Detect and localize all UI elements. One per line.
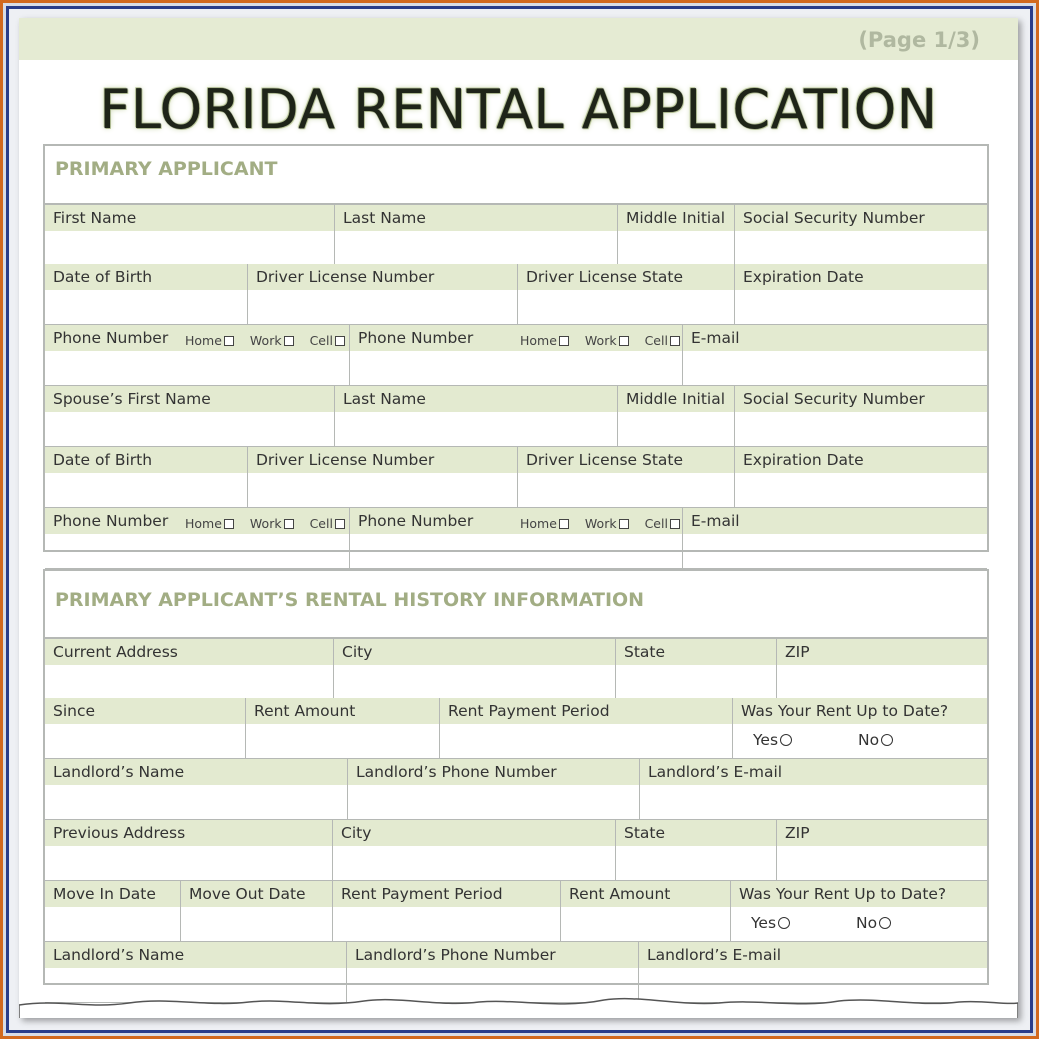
landlords-name-field[interactable] [45,759,348,820]
was-your-rent-up-to-date-field[interactable] [733,698,987,759]
phone-type-options [185,333,361,348]
field-label: Phone Number [53,329,169,347]
checkbox-icon[interactable] [224,336,234,346]
field-label-band [518,264,734,290]
field-label: Was Your Rent Up to Date? [741,702,949,720]
field-label-band [735,264,987,290]
state-field[interactable] [616,820,777,881]
yes-label: Yes [753,731,779,749]
field-label-band [334,639,615,665]
form-title: FLORIDA RENTAL APPLICATION [99,78,938,141]
field-label: E-mail [691,512,740,530]
field-label: Middle Initial [626,390,726,408]
field-label-band [350,508,682,534]
rent-up-to-date-options [753,731,893,749]
expiration-date-field[interactable] [735,264,987,325]
field-label: Move In Date [53,885,156,903]
field-label-band [616,639,776,665]
field-label: Phone Number [358,329,474,347]
landlords-phone-number-field[interactable] [348,759,640,820]
field-label: Driver License State [526,451,684,469]
field-label-band [45,698,245,724]
field-label: State [624,643,666,661]
field-label: City [341,824,372,842]
form-page [19,18,1018,1018]
field-label-band [45,205,334,231]
form-row [45,698,987,759]
no-radio-icon[interactable] [879,917,891,929]
phone-type-options [520,516,696,531]
field-label: Landlord’s E-mail [647,946,782,964]
field-label-band [731,881,987,907]
field-label-band [616,820,776,846]
field-label-band [45,942,346,968]
rental-history-section [43,569,989,985]
field-label: State [624,824,666,842]
field-label: Driver License Number [256,451,435,469]
field-label-band [350,325,682,351]
field-label-band [335,386,617,412]
form-row [45,447,987,508]
field-label-band [45,639,333,665]
form-row [45,637,987,698]
rent-payment-period-field[interactable] [440,698,733,759]
phone-number-field[interactable] [45,508,350,569]
phone-type-option [585,333,637,348]
field-label: Social Security Number [743,209,925,227]
field-label-band [45,881,180,907]
first-name-field[interactable] [45,204,335,265]
field-label-band [777,639,987,665]
field-label: Was Your Rent Up to Date? [739,885,947,903]
phone-type-label: Home [185,516,222,531]
field-label: Rent Amount [254,702,356,720]
landlords-e-mail-field[interactable] [640,759,987,820]
field-label: Expiration Date [743,451,864,469]
yes-radio-icon[interactable] [780,734,792,746]
phone-type-option [520,333,577,348]
field-label: Spouse’s First Name [53,390,211,408]
social-security-number-field[interactable] [735,204,987,265]
move-in-date-field[interactable] [45,881,181,942]
phone-number-field[interactable] [350,508,683,569]
checkbox-icon[interactable] [224,519,234,529]
phone-type-option [185,333,242,348]
field-label-band [640,759,987,785]
phone-number-field[interactable] [350,325,683,386]
phone-type-options [520,333,696,348]
checkbox-icon[interactable] [284,519,294,529]
form-row [45,508,987,569]
phone-type-label: Cell [309,333,333,348]
date-of-birth-field[interactable] [45,447,248,508]
torn-edge [19,993,1018,1018]
field-label-band [45,447,247,473]
field-label: City [342,643,373,661]
phone-type-label: Work [249,516,282,531]
date-of-birth-field[interactable] [45,264,248,325]
field-label: Date of Birth [53,268,153,286]
field-label-band [733,698,987,724]
phone-type-label: Work [249,333,282,348]
rent-amount-field[interactable] [561,881,731,942]
field-label-band [618,386,734,412]
field-label-band [335,205,617,231]
field-label: ZIP [785,643,810,661]
field-label: Driver License State [526,268,684,286]
field-label-band [683,325,987,351]
field-label: ZIP [785,824,810,842]
field-label-band [333,881,560,907]
phone-type-label: Work [584,516,617,531]
expiration-date-field[interactable] [735,447,987,508]
phone-type-label: Home [520,516,557,531]
field-label-band [348,759,639,785]
section-title-primary-applicant: PRIMARY APPLICANT [55,158,278,180]
last-name-field[interactable] [335,204,618,265]
field-label: Rent Payment Period [448,702,610,720]
field-label: Landlord’s Phone Number [355,946,556,964]
e-mail-field[interactable] [683,508,987,569]
field-label-band [561,881,730,907]
phone-type-option [645,333,688,348]
field-label: Rent Payment Period [341,885,503,903]
field-label-band [45,759,347,785]
driver-license-number-field[interactable] [248,264,518,325]
social-security-number-field[interactable] [735,386,987,447]
field-label-band [45,820,332,846]
no-label: No [858,731,880,749]
form-row [45,881,987,942]
field-label-band [248,264,517,290]
field-label: Driver License Number [256,268,435,286]
field-label: Previous Address [53,824,186,842]
phone-type-label: Home [520,333,557,348]
zip-field[interactable] [777,820,987,881]
primary-applicant-section [43,144,989,552]
field-label: Last Name [343,209,426,227]
was-your-rent-up-to-date-field[interactable] [731,881,987,942]
checkbox-icon[interactable] [619,336,629,346]
yes-label: Yes [751,914,777,932]
no-radio-icon[interactable] [881,734,893,746]
checkbox-icon[interactable] [335,336,345,346]
field-label-band [777,820,987,846]
form-row [45,820,987,881]
phone-type-option [310,333,353,348]
field-label-band [618,205,734,231]
e-mail-field[interactable] [683,325,987,386]
field-label-band [45,264,247,290]
phone-number-field[interactable] [45,325,350,386]
field-label-band [639,942,987,968]
form-row [45,325,987,386]
phone-type-option [520,516,577,531]
section-title-rental-history: PRIMARY APPLICANT’S RENTAL HISTORY INFORMATION [55,589,645,611]
checkbox-icon[interactable] [335,519,345,529]
field-label: E-mail [691,329,740,347]
field-label-band [735,205,987,231]
phone-type-option [585,516,637,531]
checkbox-icon[interactable] [559,519,569,529]
field-label-band [735,386,987,412]
field-label-band [181,881,332,907]
field-label-band [518,447,734,473]
field-label: Move Out Date [189,885,306,903]
phone-type-label: Cell [644,516,668,531]
phone-type-label: Work [584,333,617,348]
phone-type-option [250,333,302,348]
form-row [45,203,987,264]
previous-address-field[interactable] [45,820,333,881]
page-number: (Page 1/3) [858,28,980,52]
field-label-band [347,942,638,968]
field-label: Phone Number [358,512,474,530]
field-label: Rent Amount [569,885,671,903]
field-label: Current Address [53,643,178,661]
field-label: Date of Birth [53,451,153,469]
last-name-field[interactable] [335,386,618,447]
phone-type-options [185,516,361,531]
field-label-band [683,508,987,534]
current-address-field[interactable] [45,638,334,699]
middle-initial-field[interactable] [618,204,735,265]
field-label-band [45,386,334,412]
phone-type-option [645,516,688,531]
field-label: Social Security Number [743,390,925,408]
field-label: Landlord’s Name [53,763,185,781]
phone-type-label: Home [185,333,222,348]
no-label: No [856,914,878,932]
field-label-band [248,447,517,473]
form-row [45,264,987,325]
field-label: Landlord’s E-mail [648,763,783,781]
spouses-first-name-field[interactable] [45,386,335,447]
rent-up-to-date-options [751,914,891,932]
field-label: Landlord’s Phone Number [356,763,557,781]
driver-license-state-field[interactable] [518,447,735,508]
move-out-date-field[interactable] [181,881,333,942]
field-label-band [440,698,732,724]
checkbox-icon[interactable] [284,336,294,346]
field-label: Last Name [343,390,426,408]
field-label-band [45,508,349,534]
field-label: Phone Number [53,512,169,530]
city-field[interactable] [333,820,616,881]
field-label-band [735,447,987,473]
checkbox-icon[interactable] [619,519,629,529]
field-label: First Name [53,209,137,227]
city-field[interactable] [334,638,616,699]
zip-field[interactable] [777,638,987,699]
checkbox-icon[interactable] [559,336,569,346]
since-field[interactable] [45,698,246,759]
checkbox-icon[interactable] [670,336,680,346]
field-label: Landlord’s Name [53,946,185,964]
form-row [45,386,987,447]
form-row [45,759,987,820]
phone-type-option [310,516,353,531]
rent-payment-period-field[interactable] [333,881,561,942]
field-label: Since [53,702,96,720]
middle-initial-field[interactable] [618,386,735,447]
field-label-band [45,325,349,351]
yes-radio-icon[interactable] [778,917,790,929]
phone-type-option [185,516,242,531]
phone-type-option [250,516,302,531]
field-label: Middle Initial [626,209,726,227]
driver-license-state-field[interactable] [518,264,735,325]
field-label-band [246,698,439,724]
driver-license-number-field[interactable] [248,447,518,508]
state-field[interactable] [616,638,777,699]
field-label: Expiration Date [743,268,864,286]
field-label-band [333,820,615,846]
phone-type-label: Cell [309,516,333,531]
rent-amount-field[interactable] [246,698,440,759]
phone-type-label: Cell [644,333,668,348]
checkbox-icon[interactable] [670,519,680,529]
